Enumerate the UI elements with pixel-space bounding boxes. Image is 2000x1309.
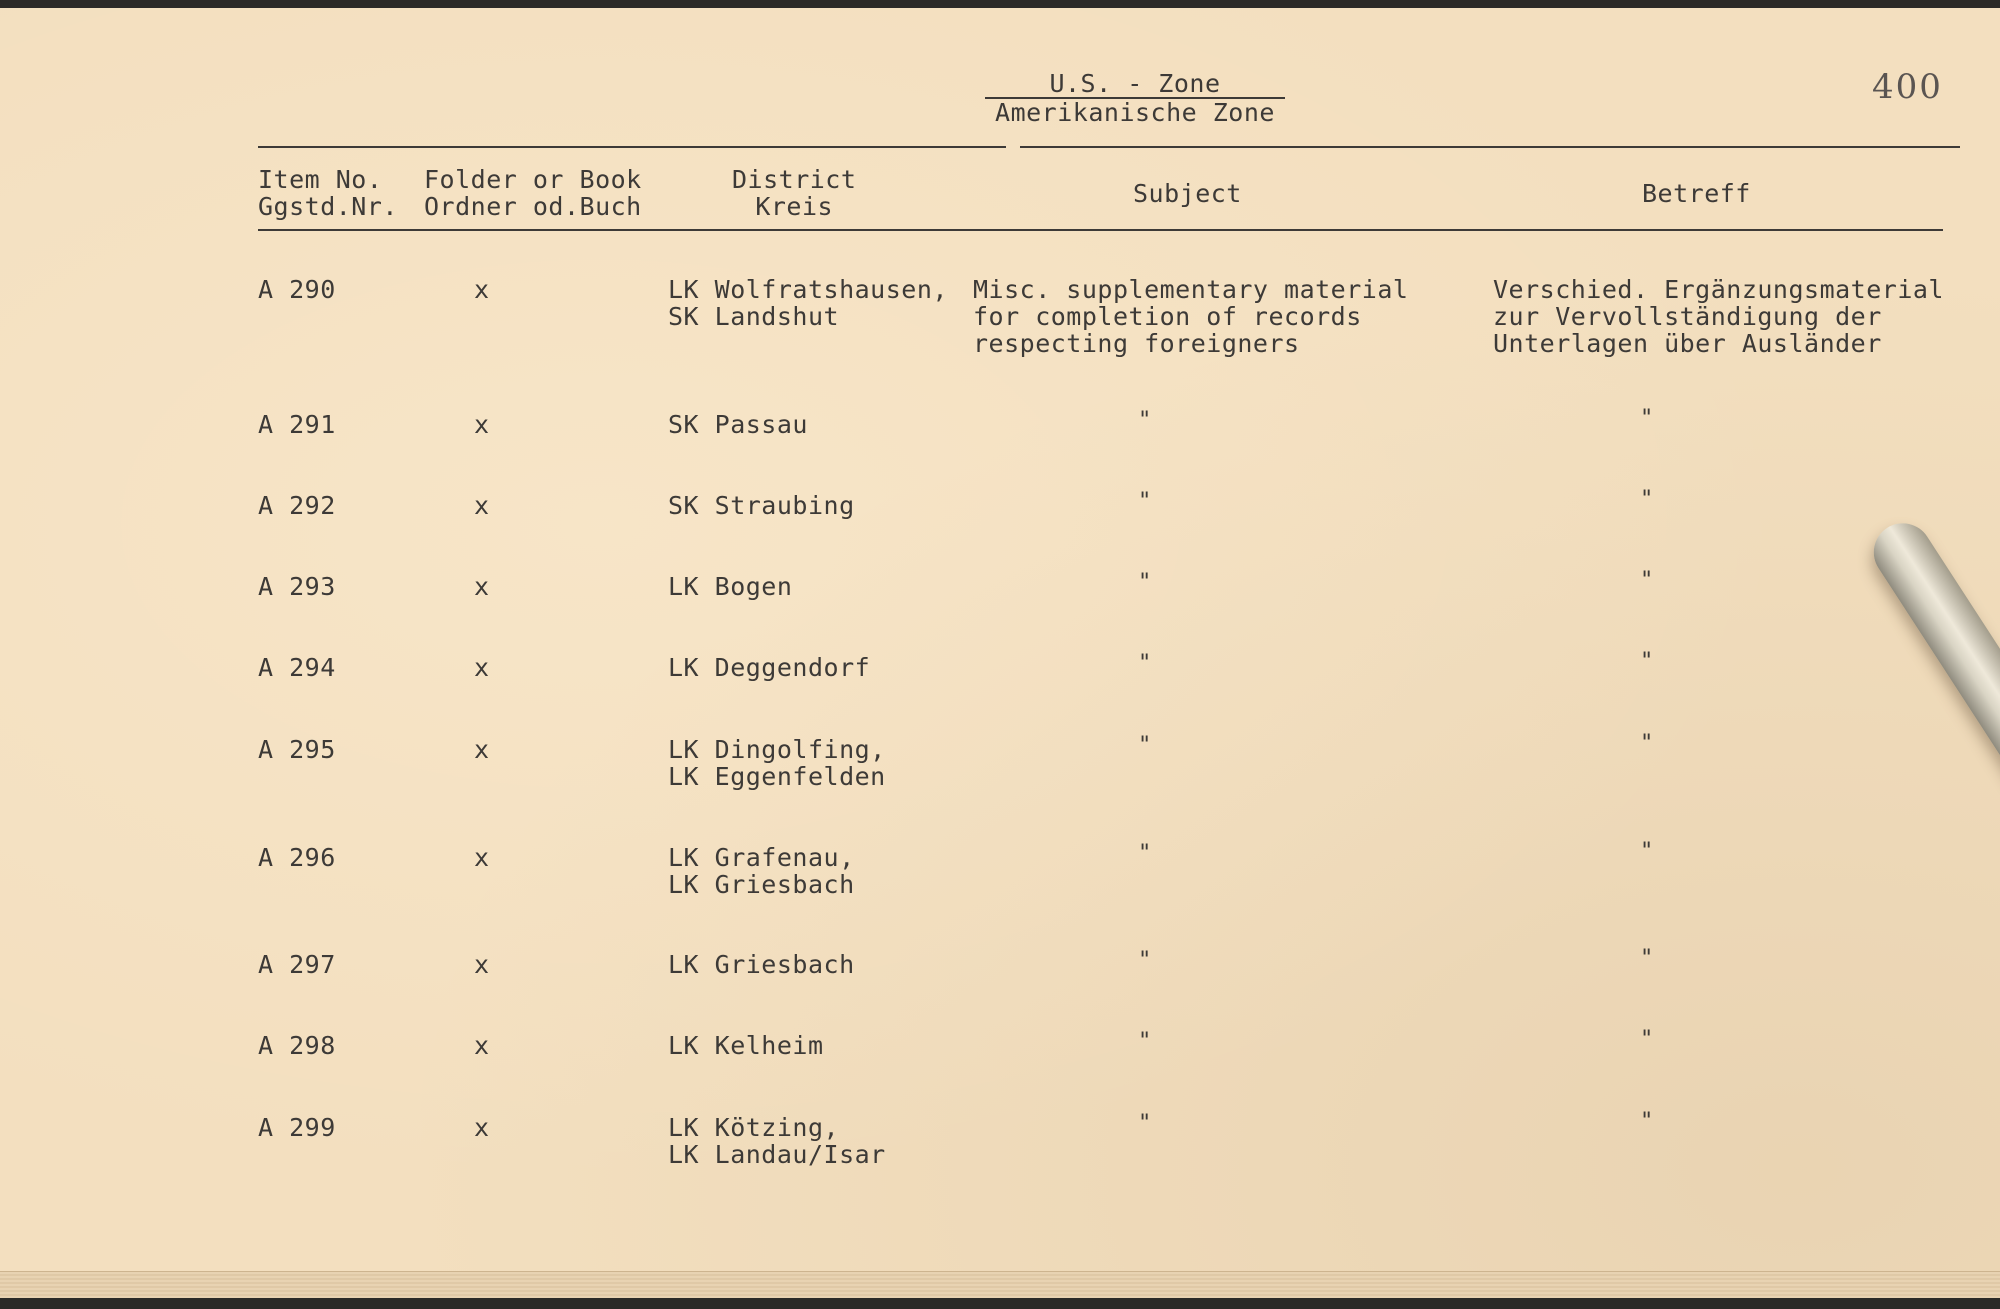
district-cell [668,951,855,978]
betreff-ditto: " [1640,649,1654,674]
subject-ditto: " [1138,651,1152,676]
header-bottom-rule [258,229,1943,231]
item-number: A 292 [258,491,336,520]
item-number: A 299 [258,1113,336,1142]
betreff-ditto: " [1640,839,1654,864]
district-cell [668,1114,886,1168]
betreff-ditto: " [1640,568,1654,593]
header-top-rule-left [258,146,1006,148]
betreff-cell [1493,276,1944,357]
district-cell [668,1032,824,1059]
subject-ditto: " [1138,841,1152,866]
column-header-district-de: Kreis [755,192,834,221]
column-header-item-en: Item No. [258,165,383,194]
folder-mark: x [474,1113,490,1142]
zone-heading [985,70,1285,126]
item-number: A 293 [258,572,336,601]
district-cell-line: LK Dingolfing, [668,735,886,764]
betreff-ditto: " [1640,946,1654,971]
subject-ditto: " [1138,948,1152,973]
column-header-folder-de: Ordner od.Buch [424,192,642,221]
district-cell-line: LK Kötzing, [668,1113,840,1142]
pen-object [1863,512,2000,896]
district-cell [668,736,886,790]
item-number: A 290 [258,275,336,304]
district-cell-line: LK Kelheim [668,1031,824,1060]
item-number: A 291 [258,410,336,439]
betreff-cell-line: Verschied. Ergänzungsmaterial [1493,275,1944,304]
betreff-ditto: " [1640,1109,1654,1134]
district-cell-line: LK Griesbach [668,950,855,979]
district-cell-line: SK Straubing [668,491,855,520]
subject-ditto: " [1138,408,1152,433]
district-cell [668,276,948,330]
subject-ditto: " [1138,1029,1152,1054]
folder-mark: x [474,735,490,764]
district-cell [668,654,870,681]
district-cell-line: LK Grafenau, [668,843,855,872]
district-cell-line: LK Landau/Isar [668,1140,886,1169]
column-header-district-en: District [732,165,857,194]
district-cell-line: LK Bogen [668,572,793,601]
folder-mark: x [474,572,490,601]
betreff-ditto: " [1640,1027,1654,1052]
folder-mark: x [474,950,490,979]
folder-mark: x [474,843,490,872]
subject-ditto: " [1138,733,1152,758]
folder-mark: x [474,410,490,439]
district-cell-line: LK Deggendorf [668,653,871,682]
item-number: A 298 [258,1031,336,1060]
item-number: A 296 [258,843,336,872]
item-number: A 295 [258,735,336,764]
column-header-district [732,166,856,220]
betreff-cell-line: zur Vervollständigung der [1493,302,1882,331]
district-cell-line: LK Wolfratshausen, [668,275,948,304]
page-number: 400 [1872,67,1943,107]
zone-title-german: Amerikanische Zone [985,97,1285,126]
document-page [0,8,2000,1298]
district-cell [668,573,792,600]
column-header-item [258,166,398,220]
district-cell-line: SK Landshut [668,302,840,331]
page-bottom-edge [0,1271,2000,1298]
column-header-folder-en: Folder or Book [424,165,642,194]
betreff-cell-line: Unterlagen über Ausländer [1493,329,1882,358]
column-header-subject: Subject [1133,179,1242,208]
header-top-rule-right [1020,146,1960,148]
item-number: A 297 [258,950,336,979]
column-header-item-de: Ggstd.Nr. [258,192,398,221]
district-cell-line: SK Passau [668,410,808,439]
column-header-betreff: Betreff [1642,179,1751,208]
zone-title-english: U.S. - Zone [1049,69,1221,98]
subject-cell-line: for completion of records [973,302,1362,331]
district-cell [668,492,855,519]
betreff-ditto: " [1640,487,1654,512]
folder-mark: x [474,653,490,682]
subject-cell-line: Misc. supplementary material [973,275,1409,304]
betreff-ditto: " [1640,406,1654,431]
subject-cell-line: respecting foreigners [973,329,1300,358]
district-cell-line: LK Griesbach [668,870,855,899]
folder-mark: x [474,1031,490,1060]
item-number: A 294 [258,653,336,682]
district-cell-line: LK Eggenfelden [668,762,886,791]
column-header-folder [424,166,642,220]
subject-ditto: " [1138,489,1152,514]
district-cell [668,411,808,438]
betreff-ditto: " [1640,731,1654,756]
subject-ditto: " [1138,570,1152,595]
folder-mark: x [474,491,490,520]
subject-cell [973,276,1408,357]
district-cell [668,844,855,898]
subject-ditto: " [1138,1111,1152,1136]
folder-mark: x [474,275,490,304]
